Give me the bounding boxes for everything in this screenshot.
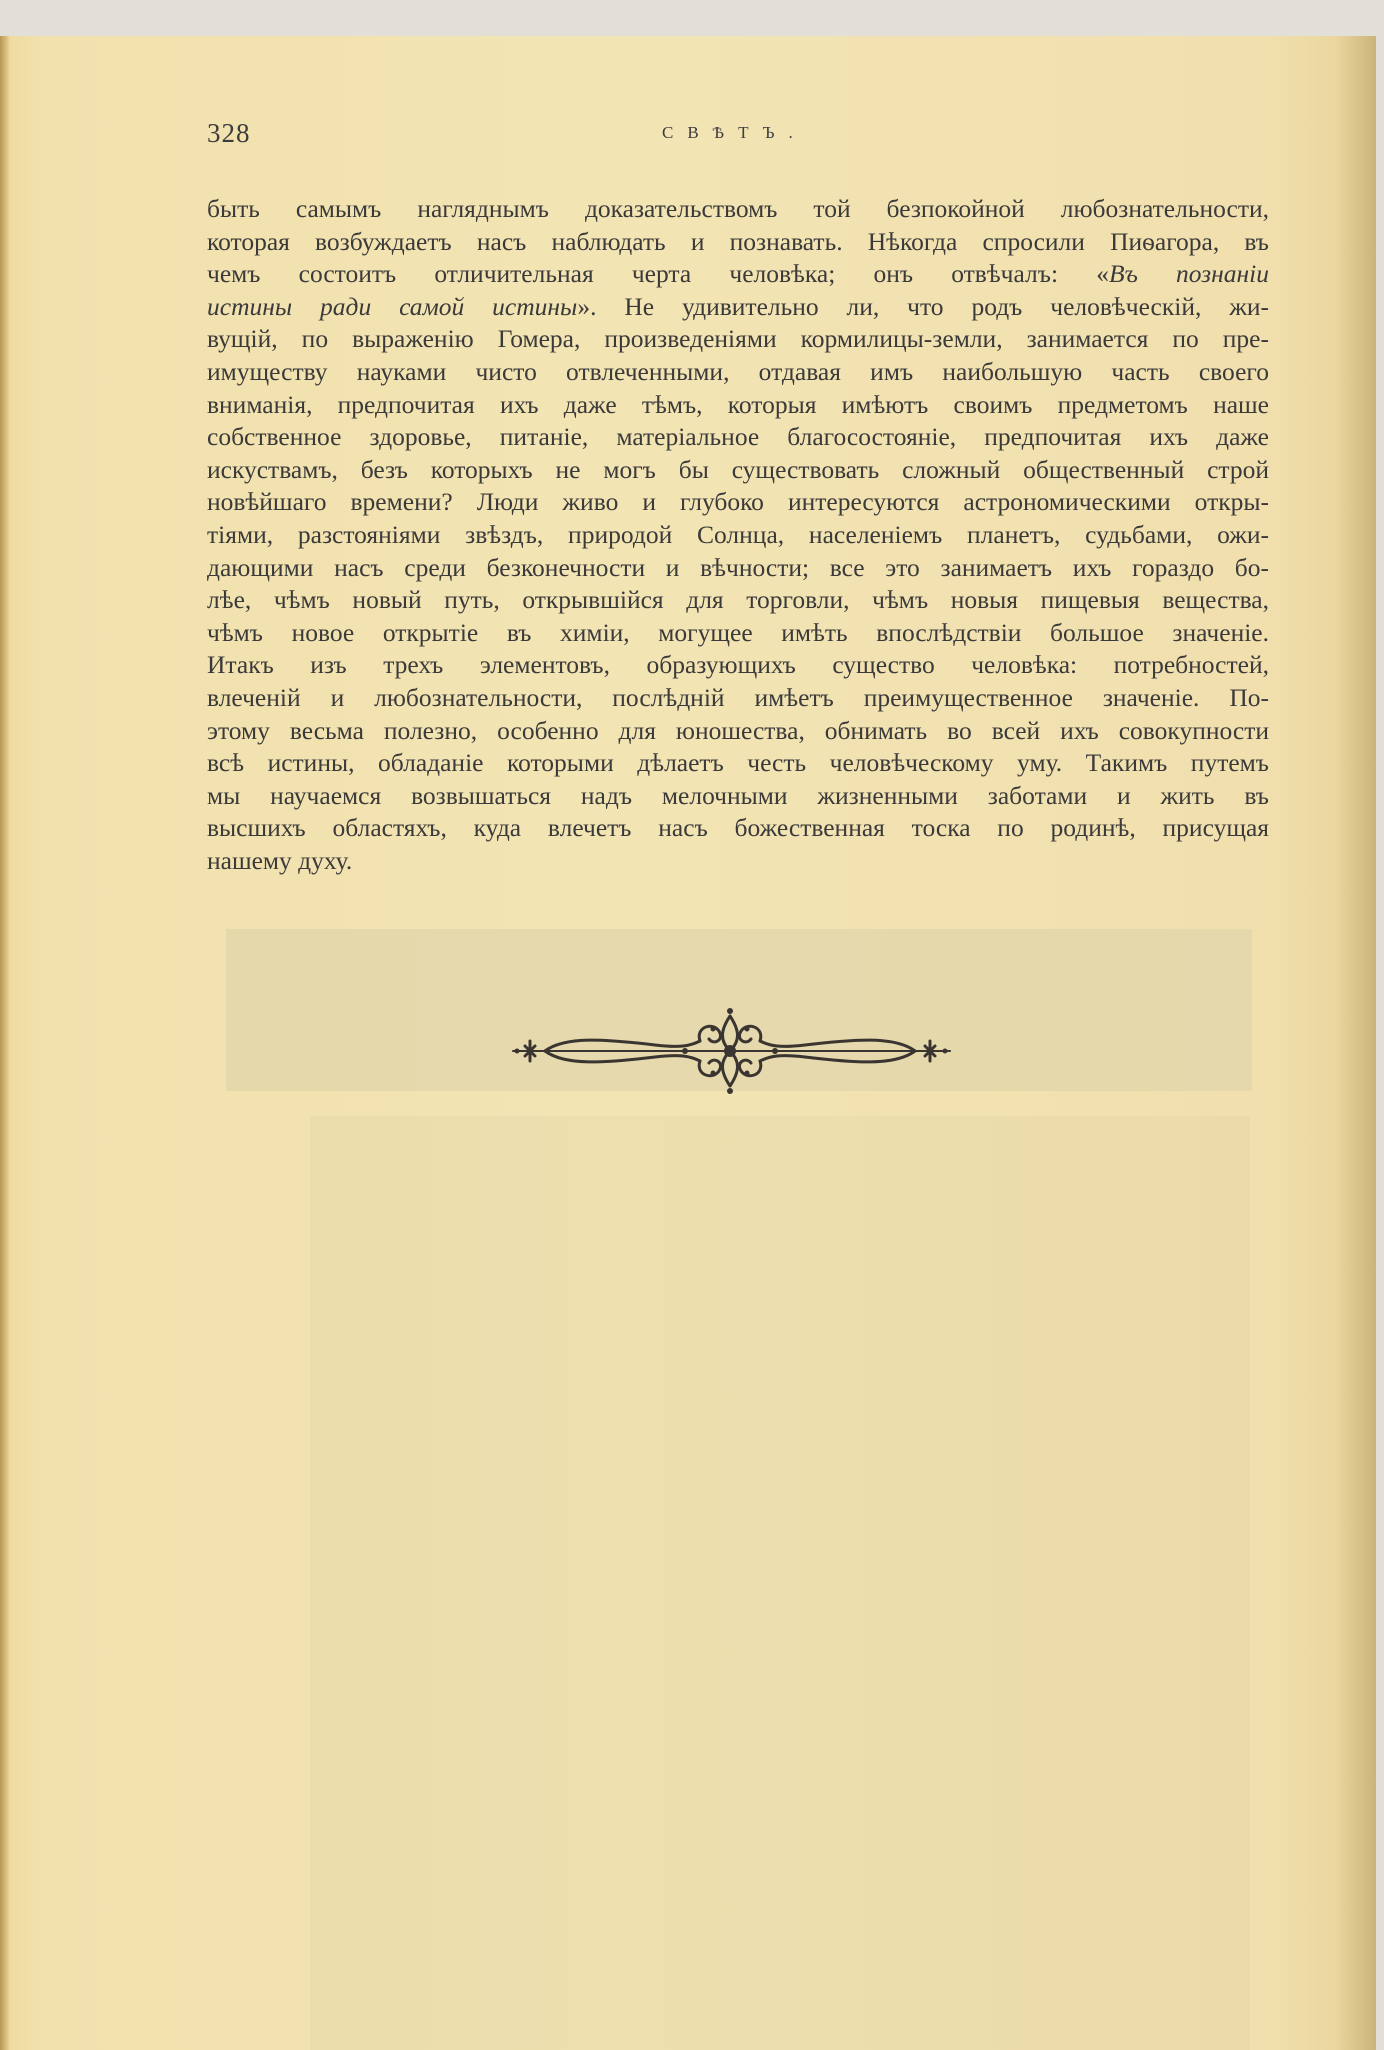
text-run: собственное здоровье, питаніе, матеріальное благосостояніе, предпочитая ихъ даже <box>207 422 1269 452</box>
text-run: имуществу науками чисто отвлеченными, отдавая имъ наибольшую часть своего <box>207 356 1269 386</box>
text-run: дающими насъ среди безконечности и вѣчности; все это занимаетъ ихъ гораздо бо- <box>207 552 1269 582</box>
text-run: тіями, разстояніями звѣздъ, природой Солнца, населеніемъ планетъ, судьбами, ожи- <box>207 519 1269 549</box>
text-line <box>207 780 1269 813</box>
text-run: всѣ истины, обладаніе которыми дѣлаетъ честь человѣческому уму. Такимъ путемъ <box>207 748 1269 778</box>
text-line <box>207 421 1269 454</box>
text-line <box>207 454 1269 487</box>
text-line <box>207 812 1269 845</box>
article-body-text <box>207 193 1269 877</box>
text-run: ». Не удивительно ли, что родъ человѣческій, жи- <box>577 291 1270 321</box>
text-line <box>207 747 1269 780</box>
text-run: быть самымъ нагляднымъ доказательствомъ той безпокойной любознательности, <box>207 194 1269 223</box>
text-run: которая возбуждаетъ насъ наблюдать и познавать. Нѣкогда спросили Пиѳагора, въ <box>207 226 1269 256</box>
text-line <box>207 193 1269 226</box>
text-run: новѣйшаго времени? Люди живо и глубоко интересуются астрономическими откры- <box>207 487 1269 517</box>
text-run: чемъ состоитъ отличительная черта человѣка; онъ отвѣчалъ: « <box>207 259 1109 289</box>
text-line <box>207 389 1269 422</box>
page-binding-edge <box>0 36 10 2050</box>
text-line <box>207 715 1269 748</box>
text-run: Итакъ изъ трехъ элементовъ, образующихъ существо человѣка: потребностей, <box>207 650 1269 680</box>
text-run: высшихъ областяхъ, куда влечетъ насъ божественная тоска по родинѣ, присущая <box>207 813 1269 843</box>
text-line <box>207 226 1269 259</box>
text-line <box>207 356 1269 389</box>
text-run: лѣе, чѣмъ новый путь, открывшійся для торговли, чѣмъ новыя пищевыя вещества, <box>207 585 1269 615</box>
text-run: мы научаемся возвышаться надъ мелочными жизненными заботами и жить въ <box>207 780 1269 810</box>
text-run: вущій, по выраженію Гомера, произведеніями кормилицы-земли, занимается по пре- <box>207 324 1269 354</box>
text-run: нашему духу. <box>207 845 353 875</box>
text-line <box>207 617 1269 650</box>
text-line <box>207 486 1269 519</box>
page-right-shadow <box>1336 36 1376 2050</box>
book-page <box>0 36 1376 2050</box>
bleed-through-block <box>310 1116 1250 2050</box>
fleuron-tailpiece-icon <box>505 1001 955 1101</box>
text-line <box>207 291 1269 324</box>
text-line <box>207 649 1269 682</box>
text-line <box>207 323 1269 356</box>
text-run: чѣмъ новое открытіе въ химіи, могущее имѣть впослѣдствіи большое значеніе. <box>207 617 1269 647</box>
text-line <box>207 845 1269 878</box>
text-line <box>207 519 1269 552</box>
text-run: вниманія, предпочитая ихъ даже тѣмъ, которыя имѣютъ своимъ предметомъ наше <box>207 389 1269 419</box>
text-line <box>207 682 1269 715</box>
italic-quote: Въ познаніи <box>1109 259 1269 289</box>
italic-quote: истины ради самой истины <box>207 291 578 321</box>
text-line <box>207 552 1269 585</box>
text-run: искуствамъ, безъ которыхъ не могъ бы существовать сложный общественный строй <box>207 454 1269 484</box>
text-line <box>207 584 1269 617</box>
running-title: СВѢТЪ. <box>662 123 807 142</box>
text-run: влеченій и любознательности, послѣдній имѣетъ преимущественное значеніе. По- <box>207 682 1269 712</box>
page-header <box>207 118 1267 158</box>
text-run: этому весьма полезно, особенно для юношества, обнимать во всей ихъ совокупности <box>207 715 1269 745</box>
page-number: 328 <box>207 118 251 148</box>
text-line <box>207 258 1269 291</box>
